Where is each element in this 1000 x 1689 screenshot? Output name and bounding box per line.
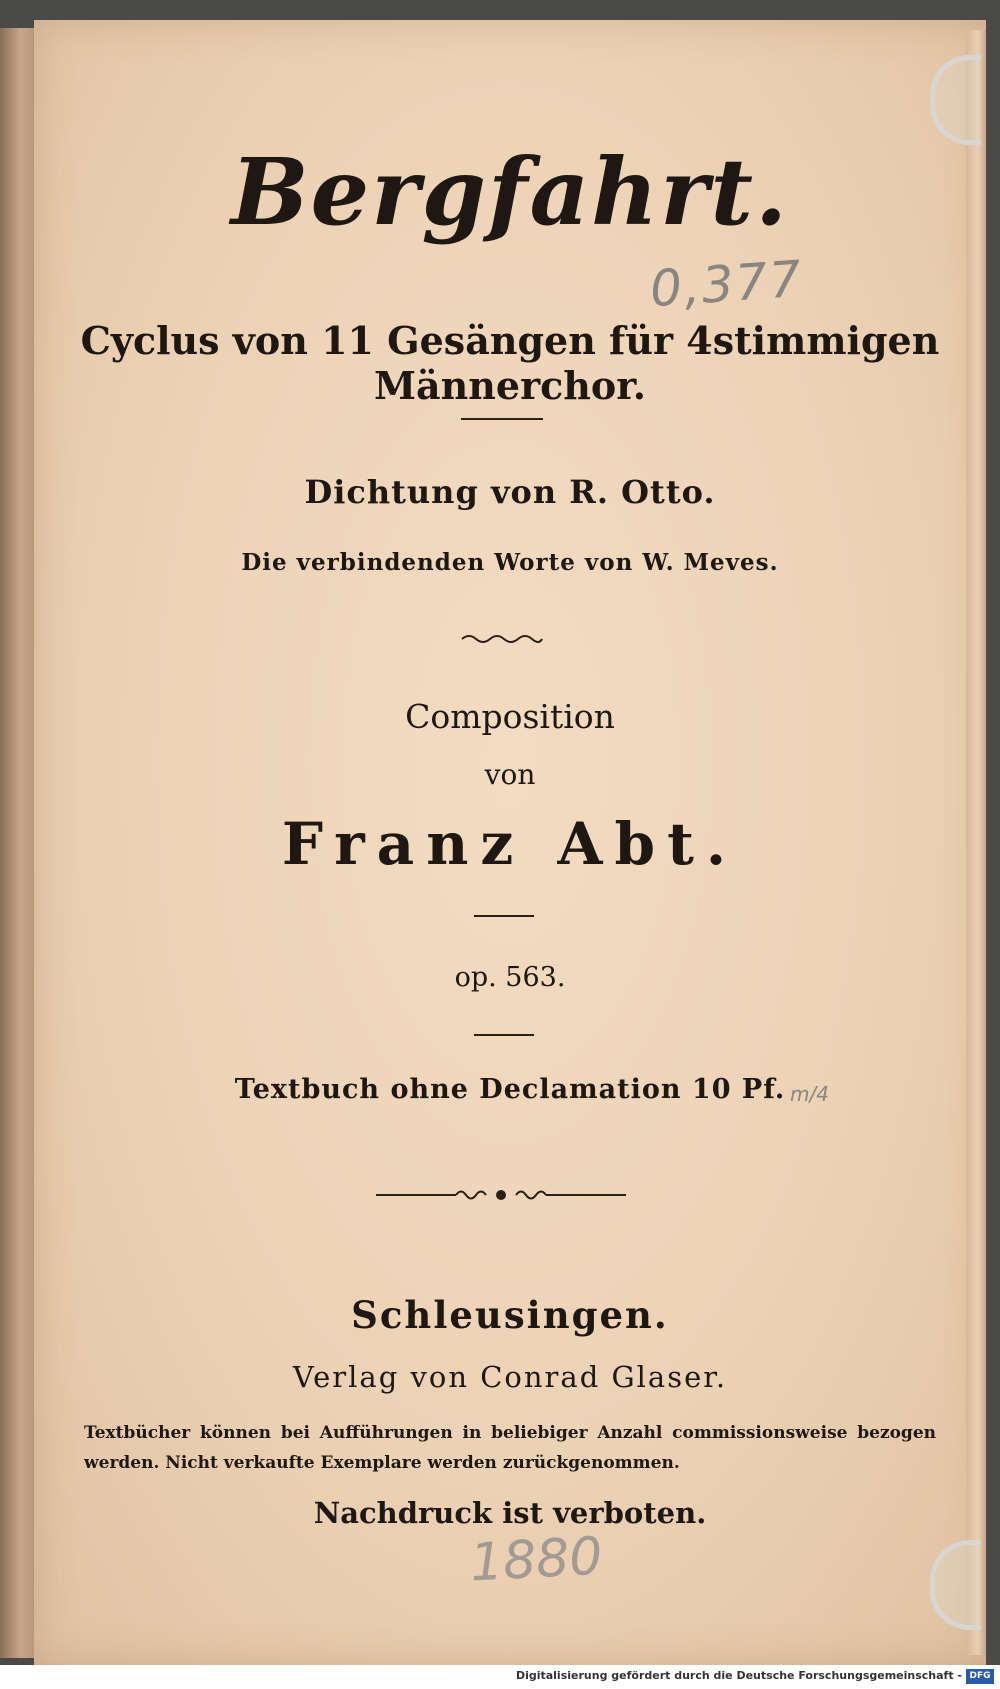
divider-rule [474, 1034, 534, 1036]
price-line: Textbuch ohne Declamation 10 Pf. [234, 1074, 786, 1105]
handwritten-price-mark: m/4 [790, 1082, 829, 1106]
digitization-footer [0, 1665, 1000, 1689]
reprint-note: Nachdruck ist verboten. [313, 1496, 707, 1530]
composer-name: Franz Abt. [281, 810, 739, 878]
dfg-logo-icon: DFG [966, 1669, 994, 1684]
poet-credit: Dichtung von R. Otto. [304, 473, 716, 511]
handwritten-shelf-number: 0,377 [648, 249, 805, 319]
book-title: Bergfahrt. [230, 138, 790, 246]
handwritten-year: 1880 [468, 1526, 604, 1594]
page-content [34, 0, 986, 1689]
publisher: Verlag von Conrad Glaser. [292, 1360, 728, 1394]
wavy-divider-icon [460, 632, 544, 646]
connective-credit: Die verbindenden Worte von W. Meves. [241, 549, 779, 576]
digitization-credit: Digitalisierung gefördert durch die Deutsche Forschungsgemeinschaft - [515, 1669, 962, 1682]
previous-page-edge [0, 28, 35, 1658]
composition-label: Composition [405, 697, 615, 736]
sales-notice: Textbücher können bei Aufführungen in beliebiger Anzahl commissionsweise bezogen werden. Nicht verkaufte Exemplare werden zurückgenommen. [84, 1423, 936, 1473]
von-label: von [484, 758, 536, 791]
publication-place: Schleusingen. [351, 1293, 669, 1337]
divider-rule [474, 915, 534, 917]
ornamental-divider-icon [376, 1185, 626, 1205]
book-subtitle: Cyclus von 11 Gesängen für 4stimmigen Männerchor. [80, 318, 940, 408]
opus-number: op. 563. [454, 962, 566, 993]
divider-rule [461, 418, 543, 420]
